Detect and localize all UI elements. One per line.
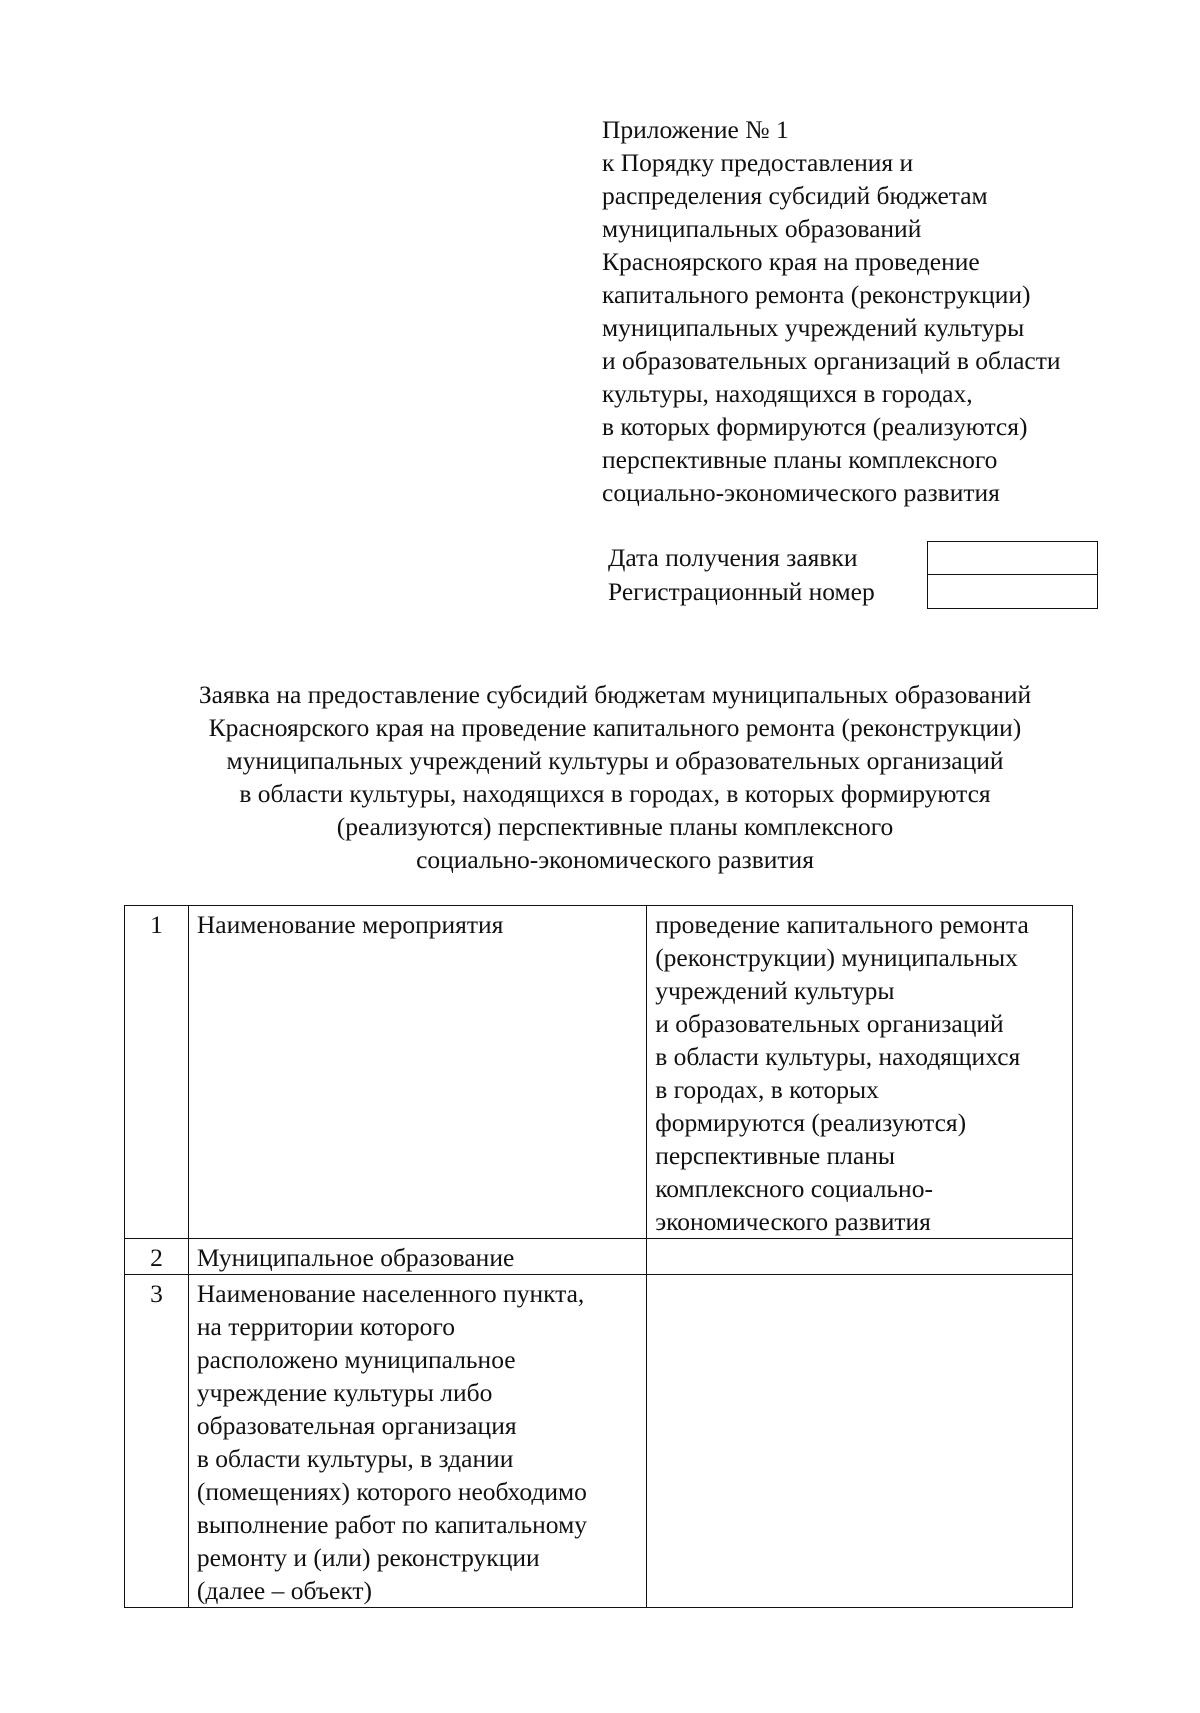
row-value-line: в области культуры, находящихся xyxy=(655,1042,1021,1071)
title-line: Заявка на предоставление субсидий бюджетам муниципальных образований xyxy=(198,680,1032,709)
row-value-line: и образовательных организаций xyxy=(655,1009,1004,1038)
title-line: муниципальных учреждений культуры и образовательных организаций xyxy=(226,746,1004,775)
appendix-line: социально-экономического развития xyxy=(602,478,1000,507)
appendix-line: муниципальных учреждений культуры xyxy=(602,313,1025,342)
appendix-title: Приложение № 1 xyxy=(602,115,789,144)
table-row xyxy=(125,906,1073,1239)
appendix-line: капитального ремонта (реконструкции) xyxy=(602,280,1031,309)
row-number: 2 xyxy=(125,1239,189,1275)
row-value-line: проведение капитального ремонта xyxy=(655,910,1029,939)
registration-labels xyxy=(608,541,875,609)
application-table xyxy=(124,905,1073,1608)
title-line: в области культуры, находящихся в городах, в которых формируются xyxy=(239,779,991,808)
registration-block xyxy=(608,541,1108,609)
appendix-line: распределения субсидий бюджетам xyxy=(602,181,988,210)
registration-number-field[interactable] xyxy=(928,575,1097,608)
row-name-line: выполнение работ по капитальному xyxy=(196,1510,587,1539)
application-title xyxy=(100,678,1130,876)
row-value-line: экономического развития xyxy=(655,1207,931,1236)
appendix-line: Красноярского края на проведение xyxy=(602,247,980,276)
registration-number-label: Регистрационный номер xyxy=(608,577,875,606)
row-name-line: в области культуры, в здании xyxy=(196,1444,514,1473)
row-number: 3 xyxy=(125,1275,189,1608)
row-name-cell xyxy=(188,1239,646,1275)
row-name-line: (далее – объект) xyxy=(196,1576,373,1605)
row-name-line: на территории которого xyxy=(196,1312,455,1341)
appendix-line: муниципальных образований xyxy=(602,214,922,243)
row-value-cell[interactable] xyxy=(647,1239,1073,1275)
title-line: Красноярского края на проведение капитального ремонта (реконструкции) xyxy=(208,713,1022,742)
row-name-line: (помещениях) которого необходимо xyxy=(196,1477,587,1506)
row-value-line: комплексного социально- xyxy=(655,1174,933,1203)
row-value-line: (реконструкции) муниципальных xyxy=(655,943,1018,972)
row-value-line: в городах, в которых xyxy=(655,1075,879,1104)
table-row xyxy=(125,1275,1073,1608)
row-number: 1 xyxy=(125,906,189,1239)
row-name-cell xyxy=(188,906,646,1239)
row-name-cell xyxy=(188,1275,646,1608)
appendix-line: в которых формируются (реализуются) xyxy=(602,412,1028,441)
row-name-line: образовательная организация xyxy=(196,1411,517,1440)
row-name-line: расположено муниципальное xyxy=(196,1345,516,1374)
row-name-line: ремонту и (или) реконструкции xyxy=(196,1543,540,1572)
row-name-line: учреждение культуры либо xyxy=(196,1378,493,1407)
appendix-line: перспективные планы комплексного xyxy=(602,445,998,474)
title-line: социально-экономического развития xyxy=(416,845,814,874)
row-name-line: Муниципальное образование xyxy=(196,1243,515,1272)
title-line: (реализуются) перспективные планы комплексного xyxy=(336,812,894,841)
table-row xyxy=(125,1239,1073,1275)
row-value-line: учреждений культуры xyxy=(655,976,895,1005)
row-name-line: Наименование населенного пункта, xyxy=(196,1279,585,1308)
date-received-label: Дата получения заявки xyxy=(608,543,858,572)
row-name-line: Наименование мероприятия xyxy=(196,910,504,939)
row-value-cell xyxy=(647,906,1073,1239)
row-value-line: формируются (реализуются) xyxy=(655,1108,967,1137)
date-received-field[interactable] xyxy=(928,542,1097,575)
row-value-cell[interactable] xyxy=(647,1275,1073,1608)
registration-boxes xyxy=(927,541,1098,609)
appendix-line: и образовательных организаций в области xyxy=(602,346,1061,375)
appendix-line: к Порядку предоставления и xyxy=(602,148,914,177)
appendix-line: культуры, находящихся в городах, xyxy=(602,379,973,408)
appendix-header xyxy=(602,113,1122,509)
row-value-line: перспективные планы xyxy=(655,1141,896,1170)
